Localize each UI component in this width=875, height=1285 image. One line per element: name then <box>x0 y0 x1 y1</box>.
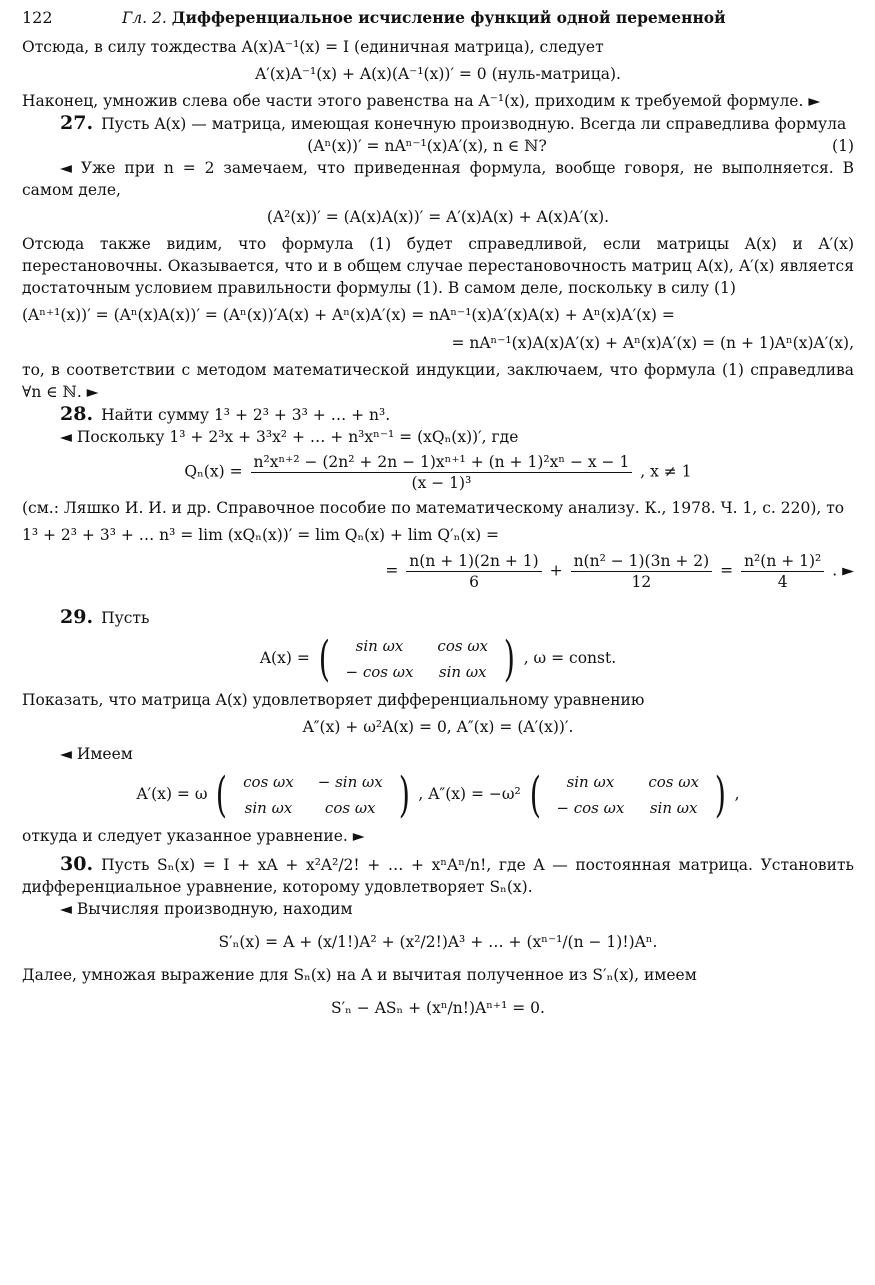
problem-28: 28. Найти сумму 1³ + 2³ + 3³ + … + n³. <box>60 403 391 425</box>
equation: A′(x)A⁻¹(x) + A(x)(A⁻¹(x))′ = 0 (нуль-матрица). <box>255 65 621 83</box>
citation-text: (см.: Ляшко И. И. и др. Справочное пособие по математическому анализу. К., 1978. Ч. 1, с. 220), то <box>22 499 845 517</box>
equation: = nAⁿ⁻¹(x)A(x)A′(x) + Aⁿ(x)A′(x) = (n + 1)Aⁿ(x)A′(x), <box>451 334 854 352</box>
page-number: 122 <box>22 8 53 27</box>
equation-fraction: Qₙ(x) = $\frac{\text{n²xⁿ⁺² − (2n² + 2n − 1)xⁿ⁺¹ + (n + 1)²xⁿ − x − 1}}{\text{(x − 1)³}}$ , x ≠ 1 <box>184 453 692 492</box>
solution-text: Далее, умножая выражение для Sₙ(x) на A и вычитая полученное из S′ₙ(x), имеем <box>22 966 697 984</box>
running-header <box>22 8 854 36</box>
text-line: Отсюда, в силу тождества A(x)A⁻¹(x) = I (единичная матрица), следует <box>22 38 604 56</box>
chapter-title: Гл. 2. Дифференциальное исчисление функций одной переменной <box>122 8 726 27</box>
problem-number: 30. <box>60 853 94 875</box>
equation-numbered: (Aⁿ(x))′ = nAⁿ⁻¹(x)A′(x), n ∈ ℕ? (1) <box>307 137 854 155</box>
problem-29: 29. Пусть <box>60 606 150 628</box>
equation: S′ₙ(x) = A + (x/1!)A² + (x²/2!)A³ + … + (xⁿ⁻¹/(n − 1)!)Aⁿ. <box>218 933 658 951</box>
solution-text: Отсюда также видим, что формула (1) будет справедливой, если матрицы A(x) и A′(x) перестановочны. Оказывается, что и в общем случае перестановочность матриц A(x), A′(x) является достаточным условием правильности формулы (1). В самом деле, поскольку в силу (1) <box>22 235 854 297</box>
solution-text: ◄ Вычисляя производную, находим <box>60 900 353 918</box>
solution-text: ◄ Уже при n = 2 замечаем, что приведенная формула, вообще говоря, не выполняется. В самом деле, <box>22 159 854 199</box>
solution-text: то, в соответствии с методом математической индукции, заключаем, что формула (1) справедлива ∀n ∈ ℕ. ► <box>22 361 854 401</box>
solution-text: откуда и следует указанное уравнение. ► <box>22 827 365 845</box>
equation-matrix: A(x) = ( sin ωx cos ωx − cos ωx sin ωx ) , ω = const. <box>259 631 617 687</box>
equation: S′ₙ − ASₙ + (xⁿ/n!)Aⁿ⁺¹ = 0. <box>331 999 545 1017</box>
solution-text: ◄ Поскольку 1³ + 2³x + 3³x² + … + n³xⁿ⁻¹ = (xQₙ(x))′, где <box>60 428 519 446</box>
equation: (Aⁿ⁺¹(x))′ = (Aⁿ(x)A(x))′ = (Aⁿ(x))′A(x) + Aⁿ(x)A′(x) = nAⁿ⁻¹(x)A′(x)A(x) + Aⁿ(x)A′(x) = <box>22 306 675 324</box>
problem-number: 27. <box>60 112 94 134</box>
solution-text: ◄ Имеем <box>60 745 133 763</box>
text-line: Наконец, умножив слева обе части этого равенства на A⁻¹(x), приходим к требуемой формуле. ► <box>22 92 821 110</box>
text-line: Показать, что матрица A(x) удовлетворяет дифференциальному уравнению <box>22 691 645 709</box>
textbook-page <box>22 8 854 1030</box>
problem-number: 28. <box>60 403 94 425</box>
problem-number: 29. <box>60 606 94 628</box>
problem-27: 27. Пусть A(x) — матрица, имеющая конечную производную. Всегда ли справедлива формула <box>60 112 847 134</box>
equation: 1³ + 2³ + 3³ + … n³ = lim (xQₙ(x))′ = lim Qₙ(x) + lim Q′ₙ(x) = <box>22 526 500 544</box>
equation: A″(x) + ω²A(x) = 0, A″(x) = (A′(x))′. <box>302 718 574 736</box>
equation-fraction: = $\frac{n(n + 1)(2n + 1)}{6}$ + $\frac{\text{n(n² − 1)(3n + 2)}}{12}$ = $\frac{\text{n²(n + 1)²}}{4}$ . ► <box>385 552 854 591</box>
equation-tag: (1) <box>832 137 854 155</box>
equation-matrix: A′(x) = ω ( cos ωx − sin ωx sin ωx cos ωx ) , A″(x) = −ω² ( sin ωx cos ωx − cos ωx sin ωx ) , <box>136 767 740 823</box>
problem-30: 30. Пусть Sₙ(x) = I + xA + x²A²/2! + … + xⁿAⁿ/n!, где A — постоянная матрица. Установить дифференциальное уравнение, которому удовлетворяет Sₙ(x). <box>22 853 854 896</box>
equation: (A²(x))′ = (A(x)A(x))′ = A′(x)A(x) + A(x)A′(x). <box>266 208 610 226</box>
